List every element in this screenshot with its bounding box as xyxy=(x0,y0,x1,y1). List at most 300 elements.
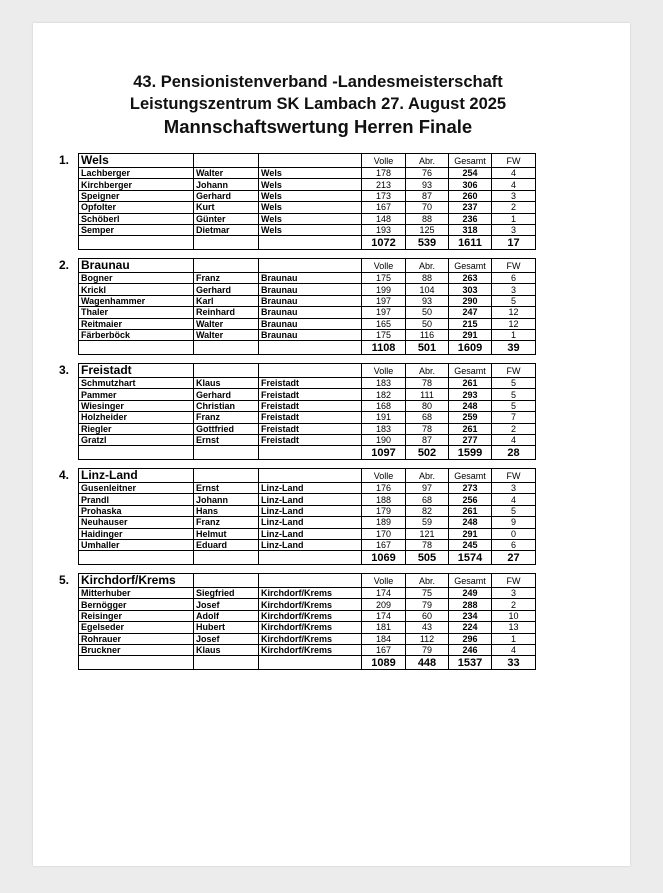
total-gesamt: 1599 xyxy=(449,446,492,460)
totals-row xyxy=(79,341,536,355)
score-abraeumen: 87 xyxy=(406,190,449,201)
score-gesamt: 215 xyxy=(449,318,492,329)
player-firstname: Christian xyxy=(194,400,259,411)
score-gesamt: 293 xyxy=(449,389,492,400)
empty-cell xyxy=(79,236,194,250)
player-club: Wels xyxy=(259,168,362,179)
score-abraeumen: 79 xyxy=(406,644,449,655)
total-gesamt: 1609 xyxy=(449,341,492,355)
empty-cell xyxy=(259,341,362,355)
score-abraeumen: 87 xyxy=(406,434,449,445)
score-fw: 4 xyxy=(492,434,536,445)
player-surname: Pammer xyxy=(79,389,194,400)
player-club: Freistadt xyxy=(259,378,362,389)
score-volle: 188 xyxy=(362,494,406,505)
total-volle: 1097 xyxy=(362,446,406,460)
score-fw: 5 xyxy=(492,295,536,306)
total-abraeumen: 501 xyxy=(406,341,449,355)
score-volle: 167 xyxy=(362,644,406,655)
player-club: Linz-Land xyxy=(259,505,362,516)
score-abraeumen: 78 xyxy=(406,378,449,389)
player-row xyxy=(79,434,536,445)
player-surname: Krickl xyxy=(79,284,194,295)
score-gesamt: 259 xyxy=(449,412,492,423)
empty-cell xyxy=(259,364,362,378)
total-abraeumen: 505 xyxy=(406,551,449,565)
player-row xyxy=(79,633,536,644)
score-volle: 174 xyxy=(362,588,406,599)
empty-cell xyxy=(79,656,194,670)
score-abraeumen: 76 xyxy=(406,168,449,179)
score-fw: 5 xyxy=(492,505,536,516)
player-firstname: Gerhard xyxy=(194,284,259,295)
team-header-row xyxy=(79,154,536,168)
score-fw: 0 xyxy=(492,528,536,539)
total-gesamt: 1611 xyxy=(449,236,492,250)
total-volle: 1108 xyxy=(362,341,406,355)
player-club: Kirchdorf/Krems xyxy=(259,633,362,644)
score-gesamt: 290 xyxy=(449,295,492,306)
player-firstname: Josef xyxy=(194,599,259,610)
player-row xyxy=(79,273,536,284)
total-fw: 39 xyxy=(492,341,536,355)
player-club: Freistadt xyxy=(259,412,362,423)
score-gesamt: 261 xyxy=(449,378,492,389)
score-gesamt: 277 xyxy=(449,434,492,445)
player-club: Braunau xyxy=(259,329,362,340)
player-firstname: Franz xyxy=(194,412,259,423)
player-row xyxy=(79,505,536,516)
player-row xyxy=(79,389,536,400)
score-volle: 190 xyxy=(362,434,406,445)
player-club: Braunau xyxy=(259,295,362,306)
column-header: FW xyxy=(492,154,536,168)
player-club: Kirchdorf/Krems xyxy=(259,610,362,621)
total-abraeumen: 502 xyxy=(406,446,449,460)
score-gesamt: 256 xyxy=(449,494,492,505)
total-abraeumen: 539 xyxy=(406,236,449,250)
empty-cell xyxy=(194,469,259,483)
player-row xyxy=(79,168,536,179)
totals-row xyxy=(79,551,536,565)
player-surname: Prandl xyxy=(79,494,194,505)
team-header-row xyxy=(79,364,536,378)
player-firstname: Adolf xyxy=(194,610,259,621)
totals-row xyxy=(79,656,536,670)
empty-cell xyxy=(259,551,362,565)
score-fw: 2 xyxy=(492,423,536,434)
score-gesamt: 263 xyxy=(449,273,492,284)
score-volle: 170 xyxy=(362,528,406,539)
score-fw: 4 xyxy=(492,494,536,505)
team-rank: 5. xyxy=(59,573,70,587)
score-volle: 191 xyxy=(362,412,406,423)
player-surname: Schöberl xyxy=(79,213,194,224)
player-surname: Bernögger xyxy=(79,599,194,610)
empty-cell xyxy=(259,656,362,670)
player-surname: Semper xyxy=(79,224,194,235)
team-table xyxy=(78,258,536,355)
column-header: Gesamt xyxy=(449,469,492,483)
team-table xyxy=(78,468,536,565)
score-gesamt: 261 xyxy=(449,505,492,516)
score-abraeumen: 75 xyxy=(406,588,449,599)
score-fw: 4 xyxy=(492,644,536,655)
score-fw: 2 xyxy=(492,202,536,213)
score-gesamt: 248 xyxy=(449,517,492,528)
score-gesamt: 288 xyxy=(449,599,492,610)
empty-cell xyxy=(194,574,259,588)
player-surname: Bogner xyxy=(79,273,194,284)
team-rank: 3. xyxy=(59,363,70,377)
score-abraeumen: 104 xyxy=(406,284,449,295)
player-row xyxy=(79,539,536,550)
team-table xyxy=(78,363,536,460)
score-volle: 197 xyxy=(362,295,406,306)
score-volle: 167 xyxy=(362,539,406,550)
totals-row xyxy=(79,236,536,250)
player-firstname: Klaus xyxy=(194,378,259,389)
title-line-2: Leistungszentrum SK Lambach 27. August 2025 xyxy=(129,95,507,113)
score-abraeumen: 68 xyxy=(406,412,449,423)
score-volle: 182 xyxy=(362,389,406,400)
score-volle: 183 xyxy=(362,378,406,389)
score-volle: 209 xyxy=(362,599,406,610)
score-gesamt: 291 xyxy=(449,329,492,340)
score-abraeumen: 78 xyxy=(406,423,449,434)
empty-cell xyxy=(194,551,259,565)
score-gesamt: 236 xyxy=(449,213,492,224)
score-volle: 165 xyxy=(362,318,406,329)
team-rank: 4. xyxy=(59,468,70,482)
total-fw: 33 xyxy=(492,656,536,670)
empty-cell xyxy=(194,656,259,670)
team-name: Linz-Land xyxy=(79,469,194,483)
score-abraeumen: 50 xyxy=(406,307,449,318)
score-fw: 2 xyxy=(492,599,536,610)
column-header: FW xyxy=(492,364,536,378)
player-firstname: Ernst xyxy=(194,483,259,494)
player-club: Wels xyxy=(259,213,362,224)
player-row xyxy=(79,307,536,318)
player-firstname: Walter xyxy=(194,318,259,329)
empty-cell xyxy=(194,236,259,250)
player-club: Wels xyxy=(259,224,362,235)
player-club: Kirchdorf/Krems xyxy=(259,588,362,599)
score-fw: 1 xyxy=(492,213,536,224)
score-fw: 10 xyxy=(492,610,536,621)
player-club: Kirchdorf/Krems xyxy=(259,599,362,610)
score-volle: 168 xyxy=(362,400,406,411)
score-gesamt: 254 xyxy=(449,168,492,179)
score-abraeumen: 68 xyxy=(406,494,449,505)
score-volle: 174 xyxy=(362,610,406,621)
player-row xyxy=(79,599,536,610)
player-surname: Reisinger xyxy=(79,610,194,621)
player-surname: Rohrauer xyxy=(79,633,194,644)
score-abraeumen: 79 xyxy=(406,599,449,610)
total-abraeumen: 448 xyxy=(406,656,449,670)
column-header: Gesamt xyxy=(449,259,492,273)
score-volle: 193 xyxy=(362,224,406,235)
player-surname: Umhaller xyxy=(79,539,194,550)
score-volle: 176 xyxy=(362,483,406,494)
player-surname: Kirchberger xyxy=(79,179,194,190)
player-row xyxy=(79,528,536,539)
empty-cell xyxy=(259,574,362,588)
column-header: Gesamt xyxy=(449,574,492,588)
score-fw: 1 xyxy=(492,633,536,644)
player-surname: Lachberger xyxy=(79,168,194,179)
score-volle: 175 xyxy=(362,273,406,284)
empty-cell xyxy=(259,154,362,168)
score-fw: 13 xyxy=(492,622,536,633)
score-abraeumen: 93 xyxy=(406,295,449,306)
player-row xyxy=(79,284,536,295)
score-abraeumen: 112 xyxy=(406,633,449,644)
score-gesamt: 249 xyxy=(449,588,492,599)
empty-cell xyxy=(259,236,362,250)
player-firstname: Johann xyxy=(194,494,259,505)
player-firstname: Hans xyxy=(194,505,259,516)
column-header: Volle xyxy=(362,469,406,483)
total-gesamt: 1574 xyxy=(449,551,492,565)
score-fw: 7 xyxy=(492,412,536,423)
player-club: Freistadt xyxy=(259,423,362,434)
score-abraeumen: 88 xyxy=(406,213,449,224)
totals-row xyxy=(79,446,536,460)
player-firstname: Günter xyxy=(194,213,259,224)
score-fw: 5 xyxy=(492,400,536,411)
team-name: Braunau xyxy=(79,259,194,273)
total-volle: 1069 xyxy=(362,551,406,565)
player-surname: Opfolter xyxy=(79,202,194,213)
score-gesamt: 318 xyxy=(449,224,492,235)
total-fw: 28 xyxy=(492,446,536,460)
score-volle: 173 xyxy=(362,190,406,201)
score-abraeumen: 50 xyxy=(406,318,449,329)
empty-cell xyxy=(194,446,259,460)
score-fw: 3 xyxy=(492,483,536,494)
player-surname: Mitterhuber xyxy=(79,588,194,599)
score-gesamt: 237 xyxy=(449,202,492,213)
player-row xyxy=(79,318,536,329)
score-volle: 199 xyxy=(362,284,406,295)
score-fw: 12 xyxy=(492,307,536,318)
player-firstname: Dietmar xyxy=(194,224,259,235)
player-row xyxy=(79,190,536,201)
score-volle: 179 xyxy=(362,505,406,516)
player-row xyxy=(79,412,536,423)
score-volle: 175 xyxy=(362,329,406,340)
team-table xyxy=(78,573,536,670)
empty-cell xyxy=(194,154,259,168)
score-abraeumen: 121 xyxy=(406,528,449,539)
score-fw: 12 xyxy=(492,318,536,329)
score-fw: 6 xyxy=(492,273,536,284)
player-club: Braunau xyxy=(259,284,362,295)
score-gesamt: 246 xyxy=(449,644,492,655)
player-surname: Bruckner xyxy=(79,644,194,655)
player-club: Kirchdorf/Krems xyxy=(259,622,362,633)
player-row xyxy=(79,610,536,621)
player-surname: Wagenhammer xyxy=(79,295,194,306)
player-firstname: Franz xyxy=(194,517,259,528)
score-gesamt: 248 xyxy=(449,400,492,411)
column-header: Volle xyxy=(362,259,406,273)
player-firstname: Josef xyxy=(194,633,259,644)
score-abraeumen: 59 xyxy=(406,517,449,528)
score-abraeumen: 125 xyxy=(406,224,449,235)
player-row xyxy=(79,400,536,411)
player-row xyxy=(79,329,536,340)
score-gesamt: 261 xyxy=(449,423,492,434)
player-firstname: Reinhard xyxy=(194,307,259,318)
column-header: Abr. xyxy=(406,469,449,483)
total-fw: 17 xyxy=(492,236,536,250)
column-header: Abr. xyxy=(406,574,449,588)
player-surname: Färberböck xyxy=(79,329,194,340)
column-header: FW xyxy=(492,574,536,588)
column-header: Abr. xyxy=(406,154,449,168)
player-firstname: Gerhard xyxy=(194,190,259,201)
player-surname: Haidinger xyxy=(79,528,194,539)
title-line-3: Mannschaftswertung Herren Finale xyxy=(163,116,473,137)
player-firstname: Eduard xyxy=(194,539,259,550)
column-header: Gesamt xyxy=(449,364,492,378)
column-header: Abr. xyxy=(406,364,449,378)
score-gesamt: 273 xyxy=(449,483,492,494)
total-gesamt: 1537 xyxy=(449,656,492,670)
player-club: Linz-Land xyxy=(259,517,362,528)
player-row xyxy=(79,622,536,633)
score-fw: 3 xyxy=(492,588,536,599)
player-club: Linz-Land xyxy=(259,528,362,539)
player-club: Wels xyxy=(259,179,362,190)
player-firstname: Siegfried xyxy=(194,588,259,599)
player-club: Linz-Land xyxy=(259,539,362,550)
score-fw: 3 xyxy=(492,190,536,201)
score-volle: 184 xyxy=(362,633,406,644)
player-surname: Speigner xyxy=(79,190,194,201)
player-club: Linz-Land xyxy=(259,483,362,494)
column-header: Volle xyxy=(362,574,406,588)
team-name: Wels xyxy=(79,154,194,168)
player-row xyxy=(79,588,536,599)
team-table xyxy=(78,153,536,250)
score-abraeumen: 111 xyxy=(406,389,449,400)
player-club: Braunau xyxy=(259,318,362,329)
player-surname: Thaler xyxy=(79,307,194,318)
player-row xyxy=(79,224,536,235)
column-header: FW xyxy=(492,469,536,483)
empty-cell xyxy=(79,551,194,565)
player-firstname: Walter xyxy=(194,168,259,179)
team-header-row xyxy=(79,259,536,273)
player-firstname: Hubert xyxy=(194,622,259,633)
score-volle: 189 xyxy=(362,517,406,528)
player-surname: Reitmaier xyxy=(79,318,194,329)
player-surname: Wiesinger xyxy=(79,400,194,411)
score-gesamt: 291 xyxy=(449,528,492,539)
title-line-1: 43. Pensionistenverband -Landesmeisterschaft xyxy=(133,73,503,91)
score-abraeumen: 82 xyxy=(406,505,449,516)
player-club: Freistadt xyxy=(259,434,362,445)
player-club: Freistadt xyxy=(259,400,362,411)
player-club: Linz-Land xyxy=(259,494,362,505)
score-abraeumen: 97 xyxy=(406,483,449,494)
score-gesamt: 224 xyxy=(449,622,492,633)
team-header-row xyxy=(79,574,536,588)
team-name: Kirchdorf/Krems xyxy=(79,574,194,588)
player-row xyxy=(79,494,536,505)
player-surname: Schmutzhart xyxy=(79,378,194,389)
player-surname: Gratzl xyxy=(79,434,194,445)
document-page xyxy=(33,23,630,866)
score-gesamt: 245 xyxy=(449,539,492,550)
column-header: FW xyxy=(492,259,536,273)
score-volle: 167 xyxy=(362,202,406,213)
score-abraeumen: 93 xyxy=(406,179,449,190)
score-gesamt: 306 xyxy=(449,179,492,190)
score-gesamt: 234 xyxy=(449,610,492,621)
player-club: Braunau xyxy=(259,273,362,284)
score-volle: 181 xyxy=(362,622,406,633)
score-abraeumen: 80 xyxy=(406,400,449,411)
player-club: Kirchdorf/Krems xyxy=(259,644,362,655)
empty-cell xyxy=(259,259,362,273)
player-row xyxy=(79,179,536,190)
player-firstname: Johann xyxy=(194,179,259,190)
team-name: Freistadt xyxy=(79,364,194,378)
team-rank: 2. xyxy=(59,258,70,272)
player-row xyxy=(79,483,536,494)
score-volle: 183 xyxy=(362,423,406,434)
player-firstname: Franz xyxy=(194,273,259,284)
document-header xyxy=(33,71,603,139)
score-gesamt: 260 xyxy=(449,190,492,201)
empty-cell xyxy=(79,341,194,355)
player-club: Freistadt xyxy=(259,389,362,400)
player-firstname: Kurt xyxy=(194,202,259,213)
player-row xyxy=(79,295,536,306)
column-header: Volle xyxy=(362,154,406,168)
score-fw: 9 xyxy=(492,517,536,528)
score-volle: 148 xyxy=(362,213,406,224)
score-abraeumen: 60 xyxy=(406,610,449,621)
score-fw: 3 xyxy=(492,284,536,295)
score-fw: 3 xyxy=(492,224,536,235)
player-club: Wels xyxy=(259,202,362,213)
player-surname: Neuhauser xyxy=(79,517,194,528)
player-row xyxy=(79,517,536,528)
empty-cell xyxy=(194,341,259,355)
player-row xyxy=(79,213,536,224)
score-volle: 178 xyxy=(362,168,406,179)
score-fw: 1 xyxy=(492,329,536,340)
score-volle: 213 xyxy=(362,179,406,190)
player-surname: Riegler xyxy=(79,423,194,434)
player-surname: Prohaska xyxy=(79,505,194,516)
score-gesamt: 296 xyxy=(449,633,492,644)
player-firstname: Karl xyxy=(194,295,259,306)
score-abraeumen: 116 xyxy=(406,329,449,340)
score-fw: 5 xyxy=(492,389,536,400)
score-fw: 4 xyxy=(492,179,536,190)
score-gesamt: 303 xyxy=(449,284,492,295)
player-row xyxy=(79,378,536,389)
score-fw: 5 xyxy=(492,378,536,389)
